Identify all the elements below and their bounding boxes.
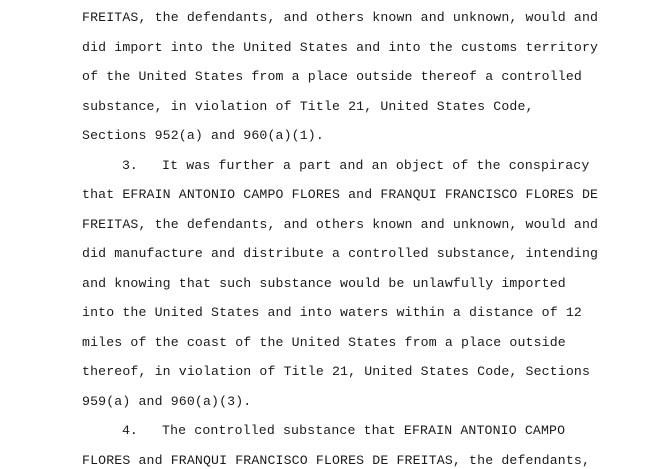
text-line: FREITAS, the defendants, and others known and unknown, would and [82, 10, 599, 25]
text-line: that EFRAIN ANTONIO CAMPO FLORES and FRANQUI FRANCISCO FLORES DE [82, 187, 599, 202]
paragraph-number: 3. [122, 158, 138, 173]
text-line: into the United States and into waters within a distance of 12 [82, 305, 582, 320]
text-line: thereof, in violation of Title 21, United States Code, Sections [82, 364, 591, 379]
text-line: The controlled substance that EFRAIN ANTONIO CAMPO [162, 423, 566, 438]
text-line: It was further a part and an object of the conspiracy [162, 158, 590, 173]
text-line: FREITAS, the defendants, and others known and unknown, would and [82, 217, 599, 232]
text-line: miles of the coast of the United States from a place outside [82, 335, 566, 350]
text-line: and knowing that such substance would be unlawfully imported [82, 276, 566, 291]
text-line: 959(a) and 960(a)(3). [82, 394, 252, 409]
text-line: Sections 952(a) and 960(a)(1). [82, 128, 324, 143]
text-line: FLORES and FRANQUI FRANCISCO FLORES DE FREITAS, the defendants, [82, 453, 591, 468]
text-line: substance, in violation of Title 21, United States Code, [82, 99, 534, 114]
paragraph-number: 4. [122, 423, 138, 438]
text-line: did import into the United States and into the customs territory [82, 40, 599, 55]
text-line: of the United States from a place outside thereof a controlled [82, 69, 582, 84]
text-line: did manufacture and distribute a controlled substance, intending [82, 246, 599, 261]
